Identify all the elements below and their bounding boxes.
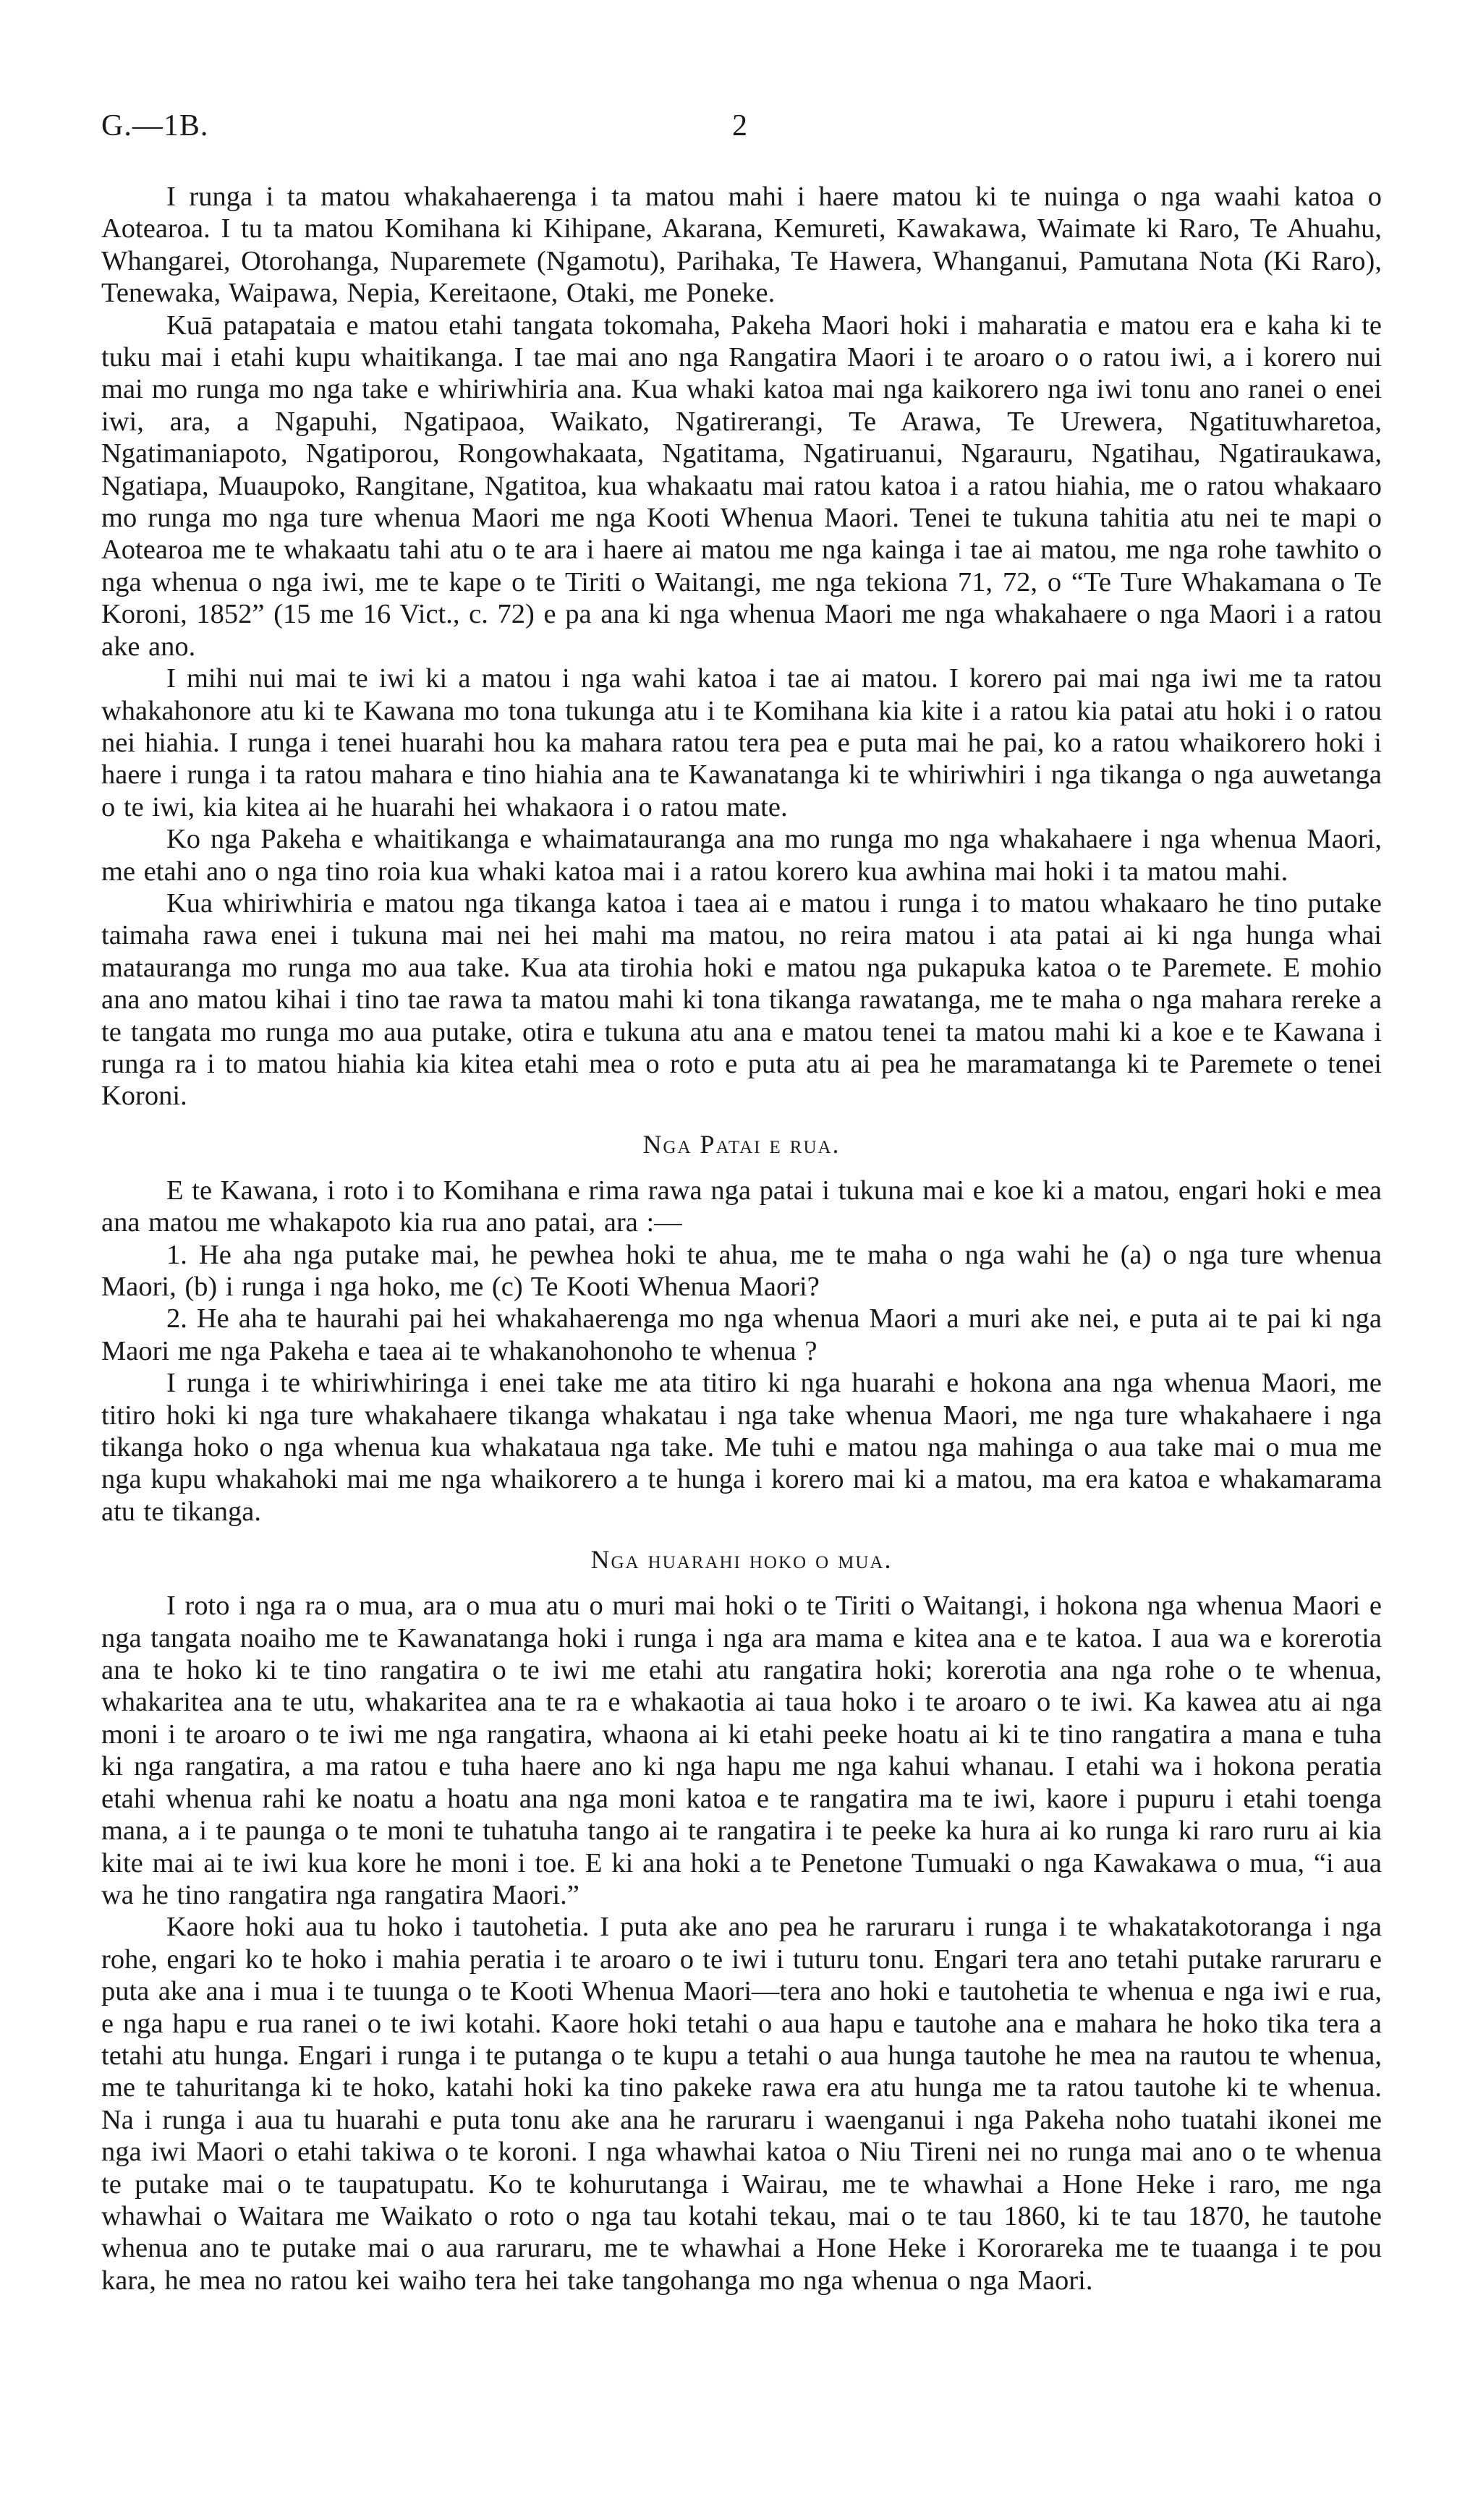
paragraph-welcome: I mihi nui mai te iwi ki a matou i nga wahi katoa i tae ai matou. I korero pai mai nga iwi me ta ratou whakahonore atu ki te Kawana mo tona tukunga atu i te Komihana kia kite i a ratou kia patai atu hoki i o ratou nei hiahia. I runga i tenei huarahi hou ka mahara ratou tera pea e puta mai he pai, ko a ratou whaikorero hoki i haere i runga i ta ratou mahara e tino hiahia ana te Kawanatanga ki te whiriwhiri i nga tikanga o nga auwetanga o te iwi, kia kitea ai he huarahi hei whakaora i o ratou mate. bbox=[101, 663, 1382, 822]
paragraph-disputes: Kaore hoki aua tu hoko i tautohetia. I puta ake ano pea he raruraru i runga i te whakatakotoranga i nga rohe, engari ko te hoko i mahia peratia i te aroaro o te iwi i tuturu tonu. Engari tera ano tetahi putake raruraru e puta ake ana i mua i te tuunga o te Kooti Whenua Maori—tera ano hoki e tautohetia te whenua e nga iwi e rua, e nga hapu e rua ranei o te iwi kotahi. Kaore hoki tetahi o aua hapu e tautohe ana e mahara he hoko tika tera a tetahi atu hunga. Engari i runga i te putanga o te kupu a tetahi o aua hunga tautohe he mea na rautou te whenua, me te tahuritanga ki te hoko, katahi hoki ka tino pakeke rawa era atu hunga me ta ratou tautohe ki te whenua. Na i runga i aua tu huarahi e puta tonu ake ana he raruraru i waenganui i nga Pakeha noho tuatahi ikonei me nga iwi Maori o etahi takiwa o te koroni. I nga whawhai katoa o Niu Tireni nei no runga mai ano o te whenua te putake mai o te taupatupatu. Ko te kohurutanga i Wairau, me te whawhai a Hone Heke i raro, me nga whawhai o Waitara me Waikato o roto o nga tau kotahi tekau, mai o te tau 1860, ki te tau 1870, he tautohe whenua ano te putake mai o aua raruraru, me te whawhai a Hone Heke i Kororareka me te tuaanga i te pou kara, he mea no ratou kei waiho tera hei take tangohanga mo nga whenua o nga Maori. bbox=[101, 1912, 1382, 2296]
section-heading-questions: Nga Patai e rua. bbox=[642, 1129, 841, 1159]
question-two: 2. He aha te haurahi pai hei whakahaerenga mo nga whenua Maori a muri ake nei, e puta ai te pai ki nga Maori me nga Pakeha e taea ai te whakanohonoho te whenua ? bbox=[101, 1303, 1382, 1366]
paragraph-approach: I runga i te whiriwhiringa i enei take me ata titiro ki nga huarahi e hokona ana nga whenua Maori, me titiro hoki ki nga ture whakahaere tikanga whakatau i nga take whenua Maori, me nga ture whakahaere i nga tikanga hoko o nga whenua kua whakataua nga take. Me tuhi e matou nga mahinga o aua take mai o mua me nga kupu whakahoki mai me nga whaikorero a te hunga i korero mai ki a matou, ma era katoa e whakamarama atu te tikanga. bbox=[101, 1368, 1382, 1527]
paragraph-pakeha-experts: Ko nga Pakeha e whaitikanga e whaimatauranga ana mo runga mo nga whakahaere i nga whenua Maori, me etahi ano o nga tino roia kua whaki katoa mai i a ratou korero kua awhina mai hoki i ta matou mahi. bbox=[101, 824, 1382, 887]
page-number: 2 bbox=[732, 109, 747, 142]
paragraph-deliberation: Kua whiriwhiria e matou nga tikanga katoa i taea ai e matou i runga i to matou whakaaro he tino putake taimaha rawa enei i tukuna mai nei hei mahi ma matou, no reira matou i ata patai ai ki nga hunga whai matauranga mo runga mo aua take. Kua ata tirohia hoki e matou nga pukapuka katoa o te Paremete. E mohio ana ano matou kihai i tino tae rawa ta matou mahi ki tona tikanga rawatanga, me te maha o nga mahara rereke a te tangata mo runga mo aua putake, otira e tukuna atu ana e matou tenei ta matou mahi ki a koe e te Kawana i runga ra i to matou hiahia kia kitea etahi mea o roto e puta atu ai pea he maramatanga ki te Paremete o tenei Koroni. bbox=[101, 887, 1382, 1112]
page-header bbox=[101, 108, 1382, 152]
section-heading-old-methods: Nga huarahi hoko o mua. bbox=[590, 1545, 893, 1575]
document-reference: G.—1B. bbox=[101, 109, 209, 142]
question-one: 1. He aha nga putake mai, he pewhea hoki te ahua, me te maha o nga wahi he (a) o nga ture whenua Maori, (b) i runga i nga hoko, me (c) Te Kooti Whenua Maori? bbox=[101, 1239, 1382, 1302]
page-body bbox=[101, 181, 1382, 2296]
paragraph-early-sales: I roto i nga ra o mua, ara o mua atu o muri mai hoki o te Tiriti o Waitangi, i hokona nga whenua Maori e nga tangata noaiho me te Kawanatanga hoki i runga i nga ara mama e kitea ana e te katoa. I aua wa e korerotia ana te hoko ki te tino rangatira o te iwi me etahi atu rangatira hoki; korerotia ana nga rohe o te whenua, whakaritea ana te utu, whakaritea ana te ra e whakaotia ai taua hoko i te aroaro o te iwi. Ka kawea atu ai nga moni i te aroaro o te iwi me nga rangatira, whaona ai ki etahi peeke hoatu ai ki te tino rangatira a mana e tuha ki nga rangatira, a ma ratou e tuha haere ano ki nga hapu me nga kahui whanau. I etahi wa i hokona peratia etahi whenua rahi ke noatu a hoatu ana nga moni katoa e te rangatira ma te iwi, kaore i pupuru i etahi toenga mana, a i te paunga o te moni te tuhatuha tango ai te rangatira i te peeke ka hura ai ko runga ki raro ruru ai kia kite mai ai te iwi kua kore he moni i toe. E ki ana hoki a te Penetone Tumuaki o nga Kawakawa o mua, “i aua wa he tino rangatira nga rangatira Maori.” bbox=[101, 1591, 1382, 1910]
paragraph-witnesses: Kuā patapataia e matou etahi tangata tokomaha, Pakeha Maori hoki i maharatia e matou era e kaha ki te tuku mai i etahi kupu whaitikanga. I tae mai ano nga Rangatira Maori i te aroaro o o ratou iwi, a i korero nui mai mo runga mo nga take e whiriwhiria ana. Kua whaki katoa mai nga kaikorero nga iwi tonu ano ranei o enei iwi, ara, a Ngapuhi, Ngatipaoa, Waikato, Ngatirerangi, Te Arawa, Te Urewera, Ngatituwharetoa, Ngatimaniapoto, Ngatiporou, Rongowhakaata, Ngatitama, Ngatiruanui, Ngarauru, Ngatihau, Ngatiraukawa, Ngatiapa, Muaupoko, Rangitane, Ngatitoa, kua whakaatu mai ratou katoa i a ratou hiahia, me o ratou whakaaro mo runga mo nga ture whenua Maori me nga Kooti Whenua Maori. Tenei te tukuna tahitia atu nei te mapi o Aotearoa me te whakaatu tahi atu o te ara i haere ai matou me nga kainga i tae ai matou, me nga rohe tawhito o nga whenua o nga iwi, me te kape o te Tiriti o Waitangi, me nga tekiona 71, 72, o “Te Ture Whakamana o Te Koroni, 1852” (15 me 16 Vict., c. 72) e pa ana ki nga whenua Maori me nga whakahaere o nga Maori i a ratou ake ano. bbox=[101, 310, 1382, 662]
paragraph-questions-intro: E te Kawana, i roto i to Komihana e rima rawa nga patai i tukuna mai e koe ki a matou, engari hoki e mea ana matou me whakapoto kia rua ano patai, ara :— bbox=[101, 1175, 1382, 1238]
paragraph-commission-travels: I runga i ta matou whakahaerenga i ta matou mahi i haere matou ki te nuinga o nga waahi katoa o Aotearoa. I tu ta matou Komihana ki Kihipane, Akarana, Kemureti, Kawakawa, Waimate ki Raro, Te Ahuahu, Whangarei, Otorohanga, Nuparemete (Ngamotu), Parihaka, Te Hawera, Whanganui, Pamutana Nota (Ki Raro), Tenewaka, Waipawa, Nepia, Kereitaone, Otaki, me Poneke. bbox=[101, 182, 1382, 309]
